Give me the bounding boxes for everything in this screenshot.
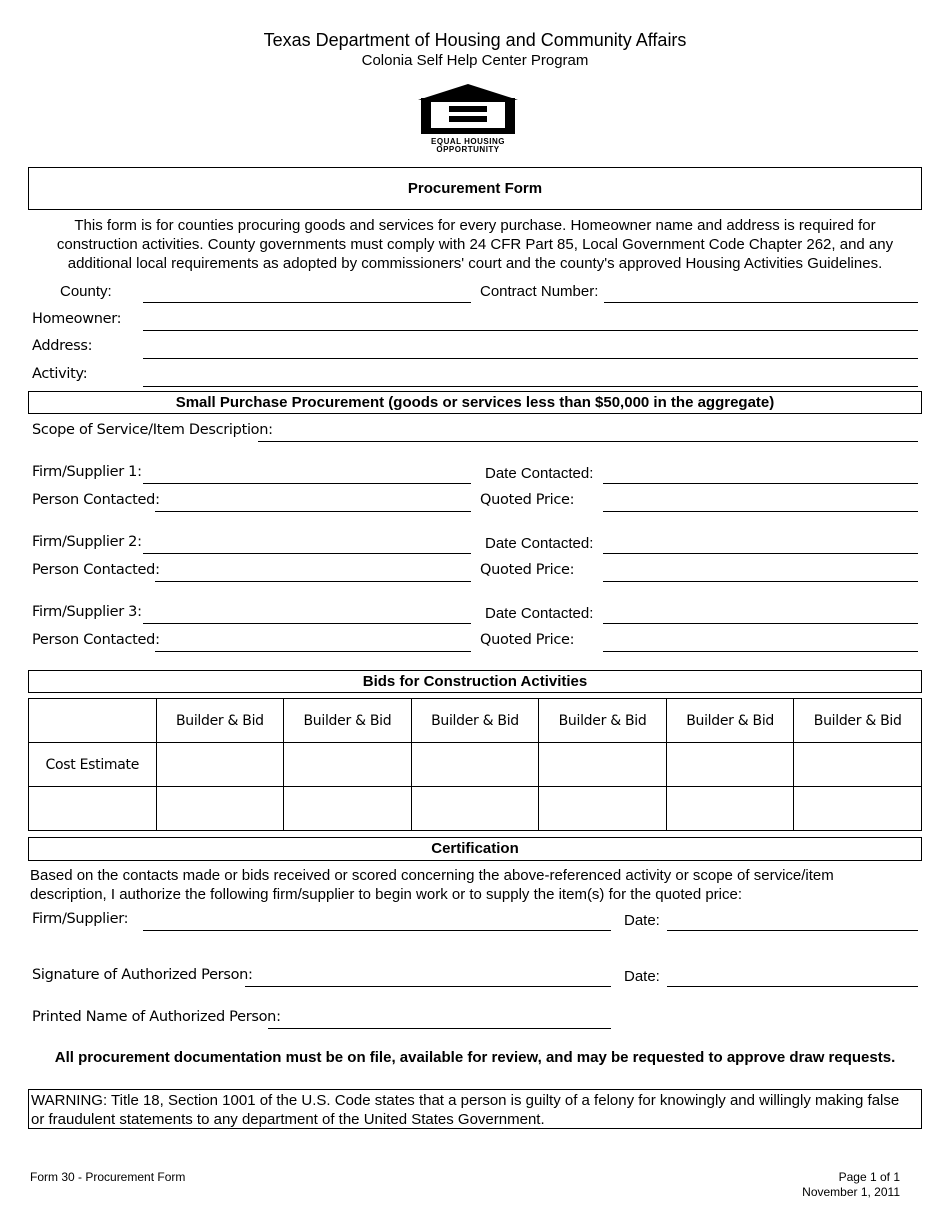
person-contacted-3-field[interactable] <box>155 651 471 652</box>
table-cell[interactable] <box>29 787 157 831</box>
date-contacted-2-field[interactable] <box>603 553 918 554</box>
date-contacted-3-label: Date Contacted: <box>485 605 594 622</box>
firm-supplier-2-label: Firm/Supplier 2: <box>32 534 142 550</box>
form-title-box <box>28 167 922 210</box>
table-cell[interactable] <box>794 743 922 787</box>
documentation-notice: All procurement documentation must be on file, available for review, and may be requested to approve draw requests. <box>54 1049 896 1066</box>
form-id: Form 30 - Procurement Form <box>30 1170 186 1184</box>
intro-paragraph: This form is for counties procuring goods and services for every purchase. Homeowner name and address is required for construction activities. County governments must comply with 24 CFR Part 85, Local Government Code Chapter 262, and any additional local requirements as adopted by commissioners' court and the county's approved Housing Activities Guidelines. <box>56 217 894 272</box>
table-cell[interactable] <box>156 787 284 831</box>
firm-supplier-2-field[interactable] <box>143 553 471 554</box>
scope-label: Scope of Service/Item Description: <box>32 422 273 438</box>
table-cell[interactable] <box>411 743 539 787</box>
person-contacted-1-label: Person Contacted: <box>32 492 160 508</box>
cert-firm-label: Firm/Supplier: <box>32 911 129 927</box>
builder-bid-header-2: Builder & Bid <box>284 699 412 743</box>
builder-bid-header-3: Builder & Bid <box>411 699 539 743</box>
form-title: Procurement Form <box>407 180 543 197</box>
county-label: County: <box>60 283 112 300</box>
table-row <box>29 699 922 743</box>
house-icon <box>417 82 519 142</box>
date-contacted-1-field[interactable] <box>603 483 918 484</box>
bids-heading: Bids for Construction Activities <box>362 673 588 690</box>
address-field[interactable] <box>143 358 918 359</box>
table-cell[interactable] <box>411 787 539 831</box>
address-label: Address: <box>32 338 93 354</box>
page-number: Page 1 of 1 <box>838 1170 900 1184</box>
firm-supplier-1-field[interactable] <box>143 483 471 484</box>
cert-date-field[interactable] <box>667 930 918 931</box>
table-row <box>29 743 922 787</box>
person-contacted-1-field[interactable] <box>155 511 471 512</box>
equal-housing-logo <box>417 82 519 156</box>
small-purchase-heading-box <box>28 391 922 414</box>
contract-number-field[interactable] <box>604 302 918 303</box>
cost-estimate-label: Cost Estimate <box>29 743 157 787</box>
small-purchase-heading: Small Purchase Procurement (goods or services less than $50,000 in the aggregate) <box>175 394 775 411</box>
activity-field[interactable] <box>143 386 918 387</box>
warning-box <box>28 1089 922 1129</box>
bids-table <box>28 698 922 831</box>
certification-text: Based on the contacts made or bids received or scored concerning the above-referenced activity or scope of service/item description, I authorize the following firm/supplier to begin work or to supply the item(s) for the quoted price: <box>30 867 834 903</box>
signature-label: Signature of Authorized Person: <box>32 967 253 983</box>
builder-bid-header-4: Builder & Bid <box>539 699 667 743</box>
builder-bid-header-6: Builder & Bid <box>794 699 922 743</box>
date-contacted-2-label: Date Contacted: <box>485 535 594 552</box>
quoted-price-3-label: Quoted Price: <box>480 632 575 648</box>
table-row <box>29 787 922 831</box>
table-cell[interactable] <box>284 787 412 831</box>
quoted-price-1-field[interactable] <box>603 511 918 512</box>
table-cell[interactable] <box>539 787 667 831</box>
contract-number-label: Contract Number: <box>480 283 599 300</box>
signature-date-label: Date: <box>624 968 660 985</box>
firm-supplier-3-field[interactable] <box>143 623 471 624</box>
county-field[interactable] <box>143 302 471 303</box>
signature-field[interactable] <box>245 986 611 987</box>
builder-bid-header-1: Builder & Bid <box>156 699 284 743</box>
person-contacted-3-label: Person Contacted: <box>32 632 160 648</box>
date-contacted-1-label: Date Contacted: <box>485 465 594 482</box>
quoted-price-2-label: Quoted Price: <box>480 562 575 578</box>
person-contacted-2-field[interactable] <box>155 581 471 582</box>
footer-date: November 1, 2011 <box>802 1185 900 1199</box>
printed-name-field[interactable] <box>268 1028 611 1029</box>
table-cell[interactable] <box>156 743 284 787</box>
printed-name-label: Printed Name of Authorized Person: <box>32 1009 281 1025</box>
activity-label: Activity: <box>32 366 88 382</box>
homeowner-label: Homeowner: <box>32 311 122 327</box>
certification-heading: Certification <box>431 840 519 857</box>
logo-text: EQUAL HOUSING OPPORTUNITY <box>431 137 505 154</box>
builder-bid-header-5: Builder & Bid <box>666 699 794 743</box>
date-contacted-3-field[interactable] <box>603 623 918 624</box>
quoted-price-2-field[interactable] <box>603 581 918 582</box>
firm-supplier-3-label: Firm/Supplier 3: <box>32 604 142 620</box>
signature-date-field[interactable] <box>667 986 918 987</box>
program-subtitle: Colonia Self Help Center Program <box>361 52 589 69</box>
scope-field[interactable] <box>258 441 918 442</box>
homeowner-field[interactable] <box>143 330 918 331</box>
bids-heading-box <box>28 670 922 693</box>
certification-heading-box <box>28 837 922 861</box>
warning-text: WARNING: Title 18, Section 1001 of the U.S. Code states that a person is guilty of a felony for knowingly and willingly making false or fraudulent statements to any department of the United States Government. <box>31 1092 900 1128</box>
person-contacted-2-label: Person Contacted: <box>32 562 160 578</box>
table-cell[interactable] <box>539 743 667 787</box>
cert-date-label: Date: <box>624 912 660 929</box>
quoted-price-1-label: Quoted Price: <box>480 492 575 508</box>
firm-supplier-1-label: Firm/Supplier 1: <box>32 464 142 480</box>
cert-firm-field[interactable] <box>143 930 611 931</box>
quoted-price-3-field[interactable] <box>603 651 918 652</box>
table-cell[interactable] <box>794 787 922 831</box>
table-cell[interactable] <box>666 787 794 831</box>
table-cell[interactable] <box>29 699 157 743</box>
table-cell[interactable] <box>284 743 412 787</box>
agency-title: Texas Department of Housing and Community Affairs <box>263 30 687 50</box>
table-cell[interactable] <box>666 743 794 787</box>
